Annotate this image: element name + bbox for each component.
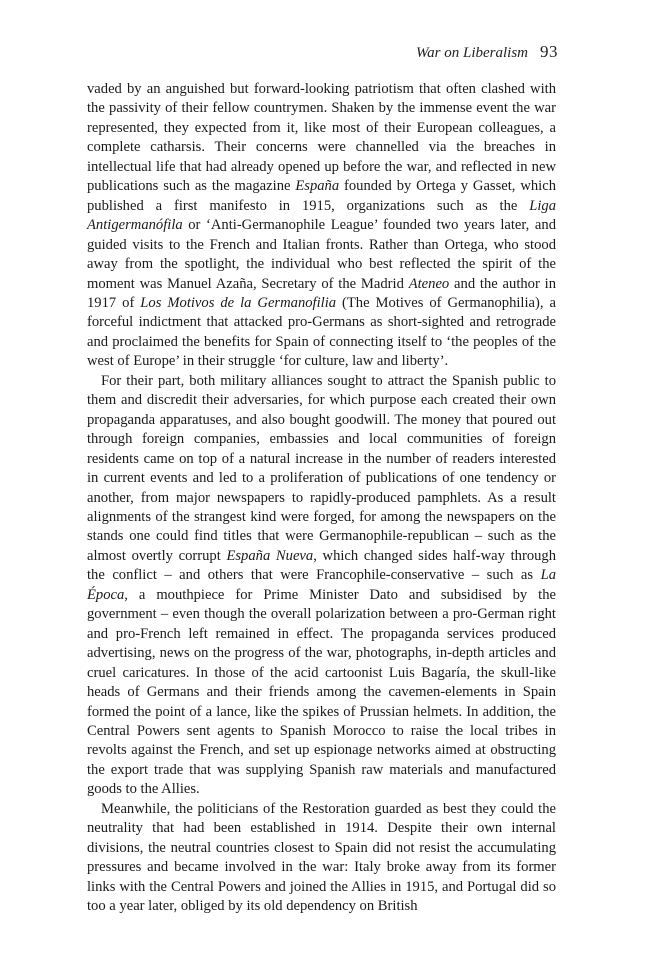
paragraph (87, 372, 556, 800)
italic-title: Los Motivos de la Germanofilia (140, 294, 337, 311)
running-title: War on Liberalism (416, 45, 528, 61)
italic-title: Liga Antigermanófila (87, 197, 556, 234)
text-run: (The Motives of Germanophilia), a forceful indictment that attacked pro-Germans as short-sighted and retrograde and proclaimed the benefits for Spain of connecting itself to ‘the peoples of the west of Europe’ in their struggle ‘for culture, law and liberty’. (87, 294, 556, 370)
italic-title: España Nueva (226, 547, 314, 564)
italic-title: España (295, 178, 340, 195)
page-number: 93 (540, 42, 558, 61)
text-run: For their part, both military alliances sought to attract the Spanish public to them and discredit their adversaries, for which purpose each created their own propaganda apparatuses, and also bought goodwill. The money that poured out through foreign companies, embassies and local communities of foreign residents came on top of a natural increase in the number of readers interested in current events and led to a proliferation of publications of one tendency or another, from major newspapers to rapidly-produced pamphlets. As a result alignments of the strangest kind were forged, for among the newspapers on the stands one could find titles that were Germanophile-republican – such as the almost overtly corrupt (87, 372, 556, 564)
text-run: vaded by an anguished but forward-looking patriotism that often clashed with the passivity of their fellow countrymen. Shaken by the immense event the war represented, they expected from it, like most of their European colleagues, a complete catharsis. Their concerns were channelled via the breaches in intellectual life that had already opened up before the war, and reflected in new publications such as the magazine (87, 81, 556, 195)
text-run: or ‘Anti-Germanophile League’ founded two years later, and guided visits to the French and Italian fronts. Rather than Ortega, who stood away from the spotlight, the individual who best reflected the spirit of the moment was Manuel Azaña, Secretary of the Madrid (87, 217, 556, 292)
paragraph (87, 800, 556, 917)
body-text (87, 80, 556, 916)
text-run: and the author in 1917 of (87, 275, 556, 311)
italic-title: Ateneo (408, 275, 450, 292)
italic-title: La Época (87, 567, 556, 603)
text-run: Meanwhile, the politicians of the Restoration guarded as best they could the neutrality that had been established in 1914. Despite their own internal divisions, the neutral countries closest to Spain did not resist the accumulating pressures and became involved in the war: Italy broke away from its former links with the Central Powers and joined the Allies in 1915, and Portugal did so too a year later, obliged by its old dependency on British (87, 800, 556, 915)
paragraph (87, 80, 556, 372)
text-run: , which changed sides half-way through the conflict – and others that were Francophile-conservative – such as (87, 547, 557, 584)
running-head (416, 42, 558, 62)
text-run: , a mouthpiece for Prime Minister Dato and subsidised by the government – even though the overall polarization between a pro-German right and pro-French left remained in effect. The propaganda services produced advertising, news on the progress of the war, photographs, in-depth articles and cruel caricatures. In those of the acid cartoonist Luis Bagaría, the skull-like heads of Germans and their friends among the cavemen-elements in Spain formed the point of a lance, like the spikes of Prussian helmets. In addition, the Central Powers sent agents to Spanish Morocco to raise the local tribes in revolts against the French, and set up espionage networks aimed at obstructing the export trade that was supplying Spanish raw materials and manufactured goods to the Allies. (87, 586, 556, 798)
text-run: founded by Ortega y Gasset, which published a first manifesto in 1915, organizations such as the (87, 178, 556, 214)
